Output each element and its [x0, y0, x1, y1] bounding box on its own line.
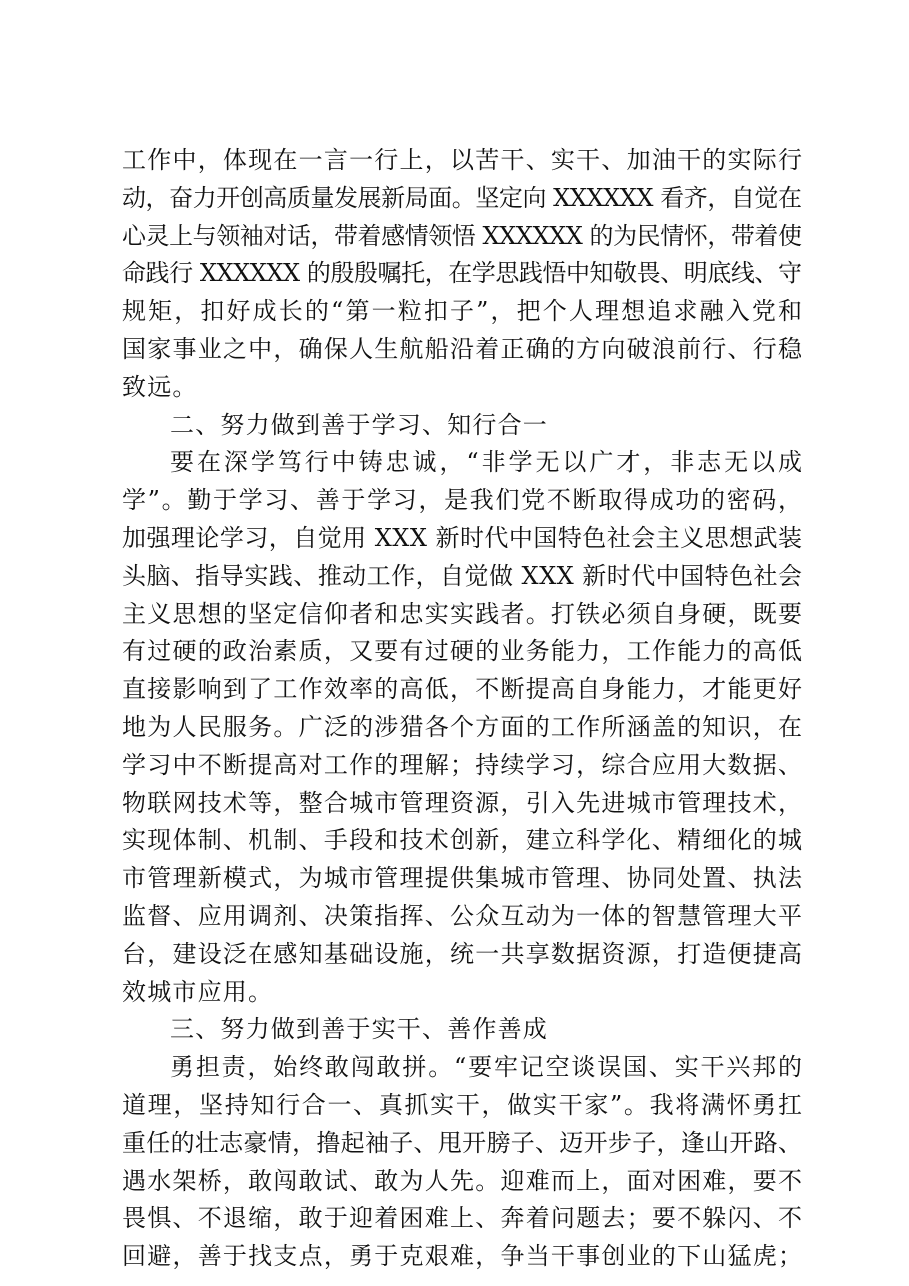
text-line: 学习中不断提高对工作的理解；持续学习，综合应用大数据、 — [122, 750, 804, 779]
text-line: 畏惧、不退缩，敢于迎着困难上、奔着问题去；要不躲闪、不 — [122, 1204, 804, 1233]
text-line: 重任的壮志豪情，撸起袖子、甩开膀子、迈开步子，逢山开路、 — [122, 1128, 803, 1157]
text-line: 规矩，扣好成长的“第一粒扣子”，把个人理想追求融入党和 — [122, 297, 805, 326]
document-body — [122, 142, 805, 1276]
text-line: 市管理新模式，为城市管理提供集城市管理、协同处置、执法 — [122, 864, 804, 893]
text-line: 道理，坚持知行合一、真抓实干，做实干家”。我将满怀勇扛 — [122, 1090, 804, 1119]
text-line: 地为人民服务。广泛的涉猎各个方面的工作所涵盖的知识，在 — [122, 712, 804, 741]
text-line: 心灵上与领袖对话，带着感情领悟 XXXXXX 的为民情怀，带着使 — [122, 221, 802, 250]
text-line: 勇担责，始终敢闯敢拼。“要牢记空谈误国、实干兴邦的 — [170, 1053, 804, 1082]
text-line: 学”。勤于学习、善于学习，是我们党不断取得成功的密码， — [122, 486, 804, 515]
text-line: 致远。 — [122, 372, 198, 401]
text-line: 二、努力做到善于学习、知行合一 — [170, 410, 548, 439]
text-line: 要在深学笃行中铸忠诚，“非学无以广才，非志无以成 — [170, 448, 805, 477]
text-line: 直接影响到了工作效率的高低，不断提高自身能力，才能更好 — [122, 675, 804, 704]
text-line: 物联网技术等，整合城市管理资源，引入先进城市管理技术， — [122, 788, 804, 817]
text-line: 效城市应用。 — [122, 977, 274, 1006]
text-line: 监督、应用调剂、决策指挥、公众互动为一体的智慧管理大平 — [122, 901, 804, 930]
text-line: 有过硬的政治素质，又要有过硬的业务能力，工作能力的高低 — [122, 637, 804, 666]
text-line: 工作中，体现在一言一行上，以苦干、实干、加油干的实际行 — [122, 146, 804, 174]
text-line: 台，建设泛在感知基础设施，统一共享数据资源，打造便捷高 — [122, 939, 804, 968]
text-line: 三、努力做到善于实干、善作善成 — [170, 1015, 548, 1044]
text-line: 动，奋力开创高质量发展新局面。坚定向 XXXXXX 看齐，自觉在 — [122, 183, 802, 212]
text-line: 国家事业之中，确保人生航船沿着正确的方向破浪前行、行稳 — [122, 334, 804, 363]
text-line: 回避，善于找支点，勇于克艰难，争当干事创业的下山猛虎； — [122, 1242, 804, 1271]
text-line: 头脑、指导实践、推动工作，自觉做 XXX 新时代中国特色社会 — [122, 561, 803, 590]
text-line: 加强理论学习，自觉用 XXX 新时代中国特色社会主义思想武装 — [122, 523, 803, 552]
text-line: 遇水架桥，敢闯敢试、敢为人先。迎难而上，面对困难，要不 — [122, 1166, 804, 1195]
text-line: 命践行 XXXXXX 的殷殷嘱托，在学思践悟中知敬畏、明底线、守 — [122, 259, 802, 288]
text-line: 实现体制、机制、手段和技术创新，建立科学化、精细化的城 — [122, 826, 804, 855]
text-line: 主义思想的坚定信仰者和忠实实践者。打铁必须自身硬，既要 — [122, 599, 804, 628]
